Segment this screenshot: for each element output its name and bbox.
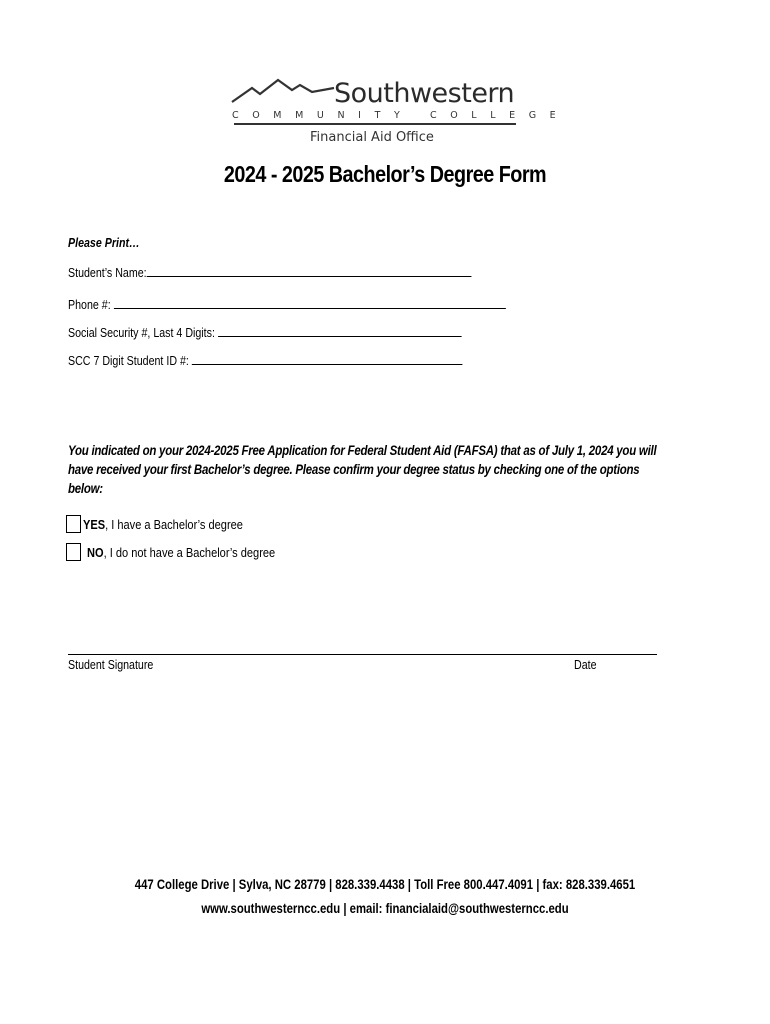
college-logo xyxy=(230,76,570,150)
instructions-text: You indicated on your 2024-2025 Free Application for Federal Student Aid (FAFSA) that as of July 1, 2024 you will have received your first Bachelor’s degree. Please confirm your degree status by checking one of the options below: xyxy=(68,442,657,496)
ssn-field[interactable] xyxy=(68,325,461,340)
yes-label: , I have a Bachelor’s degree xyxy=(105,516,243,532)
student-id-label: SCC 7 Digit Student ID #: xyxy=(68,353,189,368)
signature-line[interactable] xyxy=(68,654,657,655)
ssn-line[interactable] xyxy=(218,325,462,337)
mountains-icon xyxy=(230,76,340,110)
phone-field[interactable] xyxy=(68,297,506,312)
no-label: , I do not have a Bachelor’s degree xyxy=(103,544,276,560)
date-label: Date xyxy=(574,657,597,672)
option-no[interactable] xyxy=(66,543,308,561)
logo-subtitle: COMMUNITY COLLEGE xyxy=(232,110,570,121)
footer-contact: www.southwesterncc.edu | email: financialaid@southwesterncc.edu xyxy=(201,901,569,916)
please-print-label: Please Print… xyxy=(68,235,140,250)
student-name-field[interactable] xyxy=(68,265,471,280)
student-name-label: Student’s Name: xyxy=(68,265,147,280)
no-checkbox[interactable] xyxy=(66,543,81,561)
student-id-line[interactable] xyxy=(192,353,463,365)
yes-checkbox[interactable] xyxy=(66,515,81,533)
phone-label: Phone #: xyxy=(68,297,111,312)
no-label-bold: NO xyxy=(87,544,104,560)
option-yes[interactable] xyxy=(66,515,271,533)
student-signature-label: Student Signature xyxy=(68,657,154,672)
yes-label-bold: YES xyxy=(83,516,106,532)
student-id-field[interactable] xyxy=(68,353,462,368)
footer-address: 447 College Drive | Sylva, NC 28779 | 828.339.4438 | Toll Free 800.447.4091 | fax: 828.339.4651 xyxy=(134,877,636,892)
form-title: 2024 - 2025 Bachelor’s Degree Form xyxy=(223,161,547,187)
logo-divider xyxy=(234,123,516,125)
student-name-line[interactable] xyxy=(147,265,472,277)
logo-office: Financial Aid Office xyxy=(310,130,434,145)
ssn-label: Social Security #, Last 4 Digits: xyxy=(68,325,215,340)
logo-name: Southwestern xyxy=(334,78,515,109)
phone-line[interactable] xyxy=(114,297,506,309)
